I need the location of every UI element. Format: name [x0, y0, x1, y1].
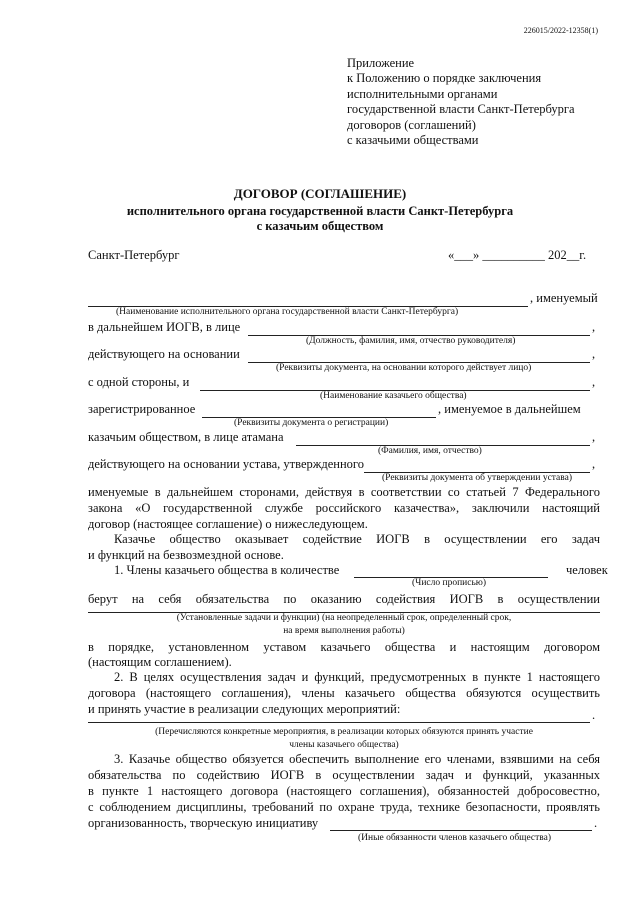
- comma: ,: [592, 347, 596, 361]
- caption-charter: (Реквизиты документа об утверждении устава): [382, 473, 573, 483]
- caption-organ: (Наименование исполнительного органа государственной власти Санкт-Петербурга): [116, 307, 459, 317]
- named-text: , именуемый: [530, 291, 598, 305]
- p1-order-line: в порядке, установленном уставом казачьего общества и настоящим договором: [88, 640, 600, 654]
- caption-tasks: на время выполнения работы): [283, 626, 405, 636]
- society-ataman-text: казачьим обществом, в лице атамана: [88, 430, 284, 444]
- caption-registration: (Реквизиты документа о регистрации): [234, 418, 389, 428]
- para-parties-line: именуемые в дальнейшем сторонами, действуя в соответствии со статьей 7 Федерального: [88, 485, 600, 499]
- p1-persons-text: человек: [566, 563, 608, 577]
- p2-line: и принять участие в реализации следующих мероприятий:: [88, 702, 401, 716]
- p2-line: 2. В целях осуществления задач и функций, предусмотренных в пункте 1 настоящего: [114, 670, 600, 684]
- caption-position: (Должность, фамилия, имя, отчество руководителя): [306, 336, 516, 346]
- one-side-text: с одной стороны, и: [88, 375, 190, 389]
- caption-society-name: (Наименование казачьего общества): [320, 391, 467, 401]
- p2-line: договора (настоящего соглашения), члены казачьего общества обязуются осуществить: [88, 686, 600, 700]
- appendix-line: исполнительными органами: [347, 86, 498, 101]
- comma: ,: [592, 430, 596, 444]
- p1-order-line: (настоящим соглашением).: [88, 655, 232, 669]
- appendix-block: [347, 56, 575, 148]
- p1-undertake-text: берут на себя обязательства по оказанию содействия ИОГВ в осуществлении: [88, 592, 600, 606]
- caption-tasks: (Установленные задачи и функции) (на неопределенный срок, определенный срок,: [176, 613, 512, 623]
- caption-fio: (Фамилия, имя, отчество): [378, 446, 482, 456]
- para-assist-line: Казачье общество оказывает содействие ИОГВ в осуществлении его задач: [114, 532, 600, 546]
- document-title: ДОГОВОР (СОГЛАШЕНИЕ): [233, 186, 407, 201]
- appendix-line: к Положению о порядке заключения: [347, 71, 542, 86]
- place: Санкт-Петербург: [88, 248, 180, 262]
- p3-end: .: [594, 816, 598, 830]
- comma: ,: [592, 457, 596, 471]
- p3-line: обязательства по содействию ИОГВ в осуществлении задач и функций, указанных: [88, 768, 600, 782]
- p3-last-text: организованность, творческую инициативу: [88, 816, 319, 830]
- caption-doc-basis: (Реквизиты документа, на основании которого действует лицо): [276, 363, 532, 373]
- para-parties-line: договор (настоящее соглашение) о нижеследующем.: [88, 517, 368, 531]
- acting-charter-text: действующего на основании устава, утвержденного: [88, 457, 365, 471]
- p1-start-text: 1. Члены казачьего общества в количестве: [114, 563, 340, 577]
- p3-line: с соблюдением дисциплины, требований по охране труда, технике безопасности, проявлять: [88, 800, 600, 814]
- registered-text: зарегистрированное: [88, 402, 196, 416]
- other-duties-line: [330, 830, 592, 831]
- date-template: «___» __________ 202__г.: [448, 248, 587, 262]
- caption-other-duties: (Иные обязанности членов казачьего общества): [358, 833, 552, 843]
- caption-events: члены казачьего общества): [289, 740, 399, 750]
- caption-number-words: (Число прописью): [412, 578, 487, 588]
- appendix-line: с казачьими обществами: [347, 133, 479, 148]
- p3-line: 3. Казачье общество обязуется обеспечить выполнение его членами, взявшими на себя: [114, 752, 600, 766]
- acting-basis-text: действующего на основании: [88, 347, 240, 361]
- further-iogv-text: в дальнейшем ИОГВ, в лице: [88, 320, 241, 334]
- p3-line: в пункте 1 настоящего договора (настоящего соглашения), обязанностей добросовестно,: [88, 784, 600, 798]
- hereinafter-text: , именуемое в дальнейшем: [438, 402, 581, 416]
- p2-end: .: [592, 708, 596, 722]
- para-parties-line: закона «О государственной службе российского казачества», заключили настоящий: [88, 501, 600, 515]
- registration-number: 226015/2022-12358(1): [523, 26, 598, 35]
- comma: ,: [592, 320, 596, 334]
- appendix-line: государственной власти Санкт-Петербурга: [347, 102, 575, 117]
- document-subtitle: исполнительного органа государственной власти Санкт-Петербурга: [126, 204, 514, 218]
- appendix-line: договоров (соглашений): [347, 117, 476, 132]
- events-line: [88, 722, 590, 723]
- para-assist-line: и функций на безвозмездной основе.: [88, 548, 284, 562]
- appendix-line: Приложение: [347, 56, 415, 70]
- document-subtitle-2: с казачьим обществом: [256, 219, 384, 233]
- comma: ,: [592, 375, 596, 389]
- caption-events: (Перечисляются конкретные мероприятия, в реализации которых обязуются принять участие: [155, 727, 533, 737]
